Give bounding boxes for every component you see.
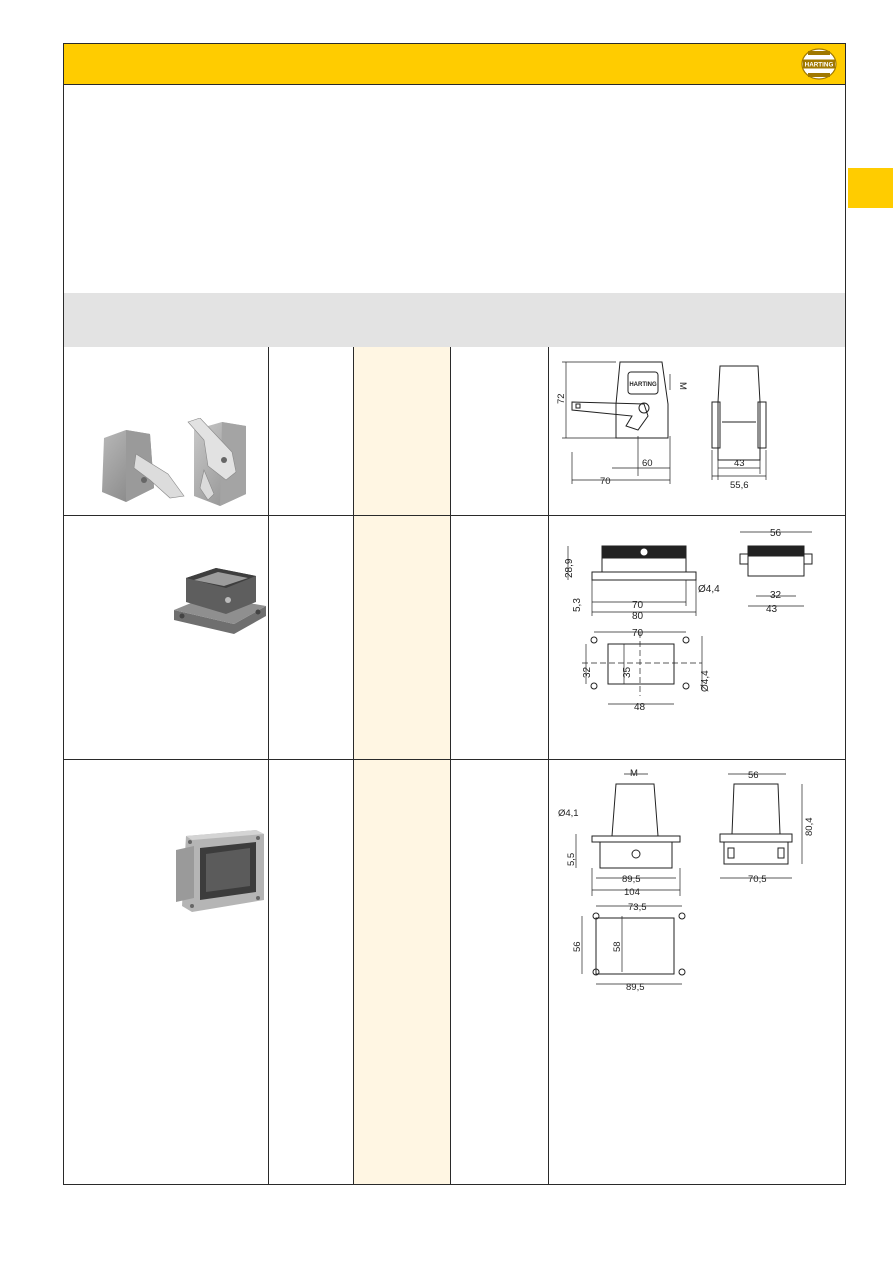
dim-label: 5,5 xyxy=(566,852,577,866)
section-tab[interactable] xyxy=(848,168,893,208)
dim-label: 89,5 xyxy=(622,874,641,885)
dim-label: Ø4,1 xyxy=(558,808,579,819)
bulkhead-housing-drawing xyxy=(552,764,842,994)
bulkhead-housing-photo xyxy=(172,828,268,914)
dim-label: Ø4,4 xyxy=(700,670,711,692)
dim-label: 104 xyxy=(624,887,640,898)
hood-label: HARTING xyxy=(629,382,657,388)
dim-label: 56 xyxy=(770,528,782,539)
dim-label: Ø4,4 xyxy=(698,584,720,595)
dim-label: 43 xyxy=(734,458,745,469)
dim-label: 80,4 xyxy=(804,817,815,836)
hood-with-lever-photo xyxy=(96,418,268,510)
highlighted-column xyxy=(353,347,450,1184)
dim-label: 5,3 xyxy=(572,598,583,612)
dim-label: M xyxy=(630,768,638,779)
dim-label: 32 xyxy=(770,590,782,601)
column-divider xyxy=(548,347,549,1184)
dim-label: 70,5 xyxy=(748,874,767,885)
dim-label: 60 xyxy=(642,458,653,469)
table-header-band xyxy=(64,293,845,347)
dim-label: 32 xyxy=(582,666,593,678)
dim-label: 80 xyxy=(632,611,644,622)
dim-label: 56 xyxy=(572,941,583,952)
row-divider xyxy=(64,759,845,760)
housing-base-drawing xyxy=(552,520,842,720)
column-divider xyxy=(268,347,269,1184)
hood-drawing xyxy=(552,352,842,512)
dim-label: 56 xyxy=(748,770,759,781)
dim-label: 35 xyxy=(622,666,633,678)
dim-label: 48 xyxy=(634,702,646,713)
dim-label: 43 xyxy=(766,604,778,615)
dim-label: M xyxy=(677,382,688,390)
dim-label: 70 xyxy=(632,600,644,611)
dim-label: 70 xyxy=(600,476,611,487)
dim-label: 73,5 xyxy=(628,902,647,913)
dim-label: 70 xyxy=(632,628,644,639)
dim-label: 58 xyxy=(612,941,623,952)
column-divider xyxy=(450,347,451,1184)
dim-label: 72 xyxy=(556,393,567,404)
dim-label: 28,9 xyxy=(564,558,575,578)
housing-base-photo xyxy=(172,566,268,636)
dim-label: 55,6 xyxy=(730,480,749,491)
dim-label: 89,5 xyxy=(626,982,645,993)
svg-text:HARTING: HARTING xyxy=(804,61,834,69)
column-divider xyxy=(353,347,354,1184)
row-divider xyxy=(64,515,845,516)
